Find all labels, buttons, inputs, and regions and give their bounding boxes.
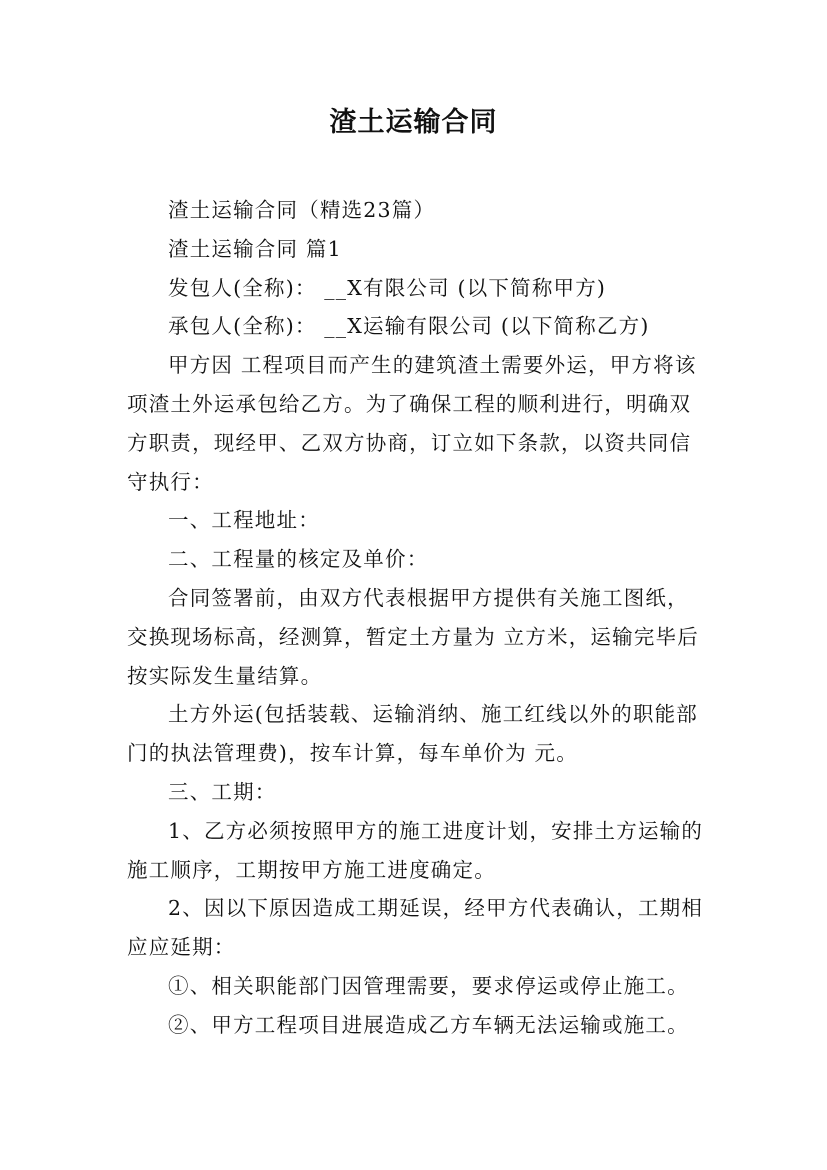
paragraph-party-b: 承包人(全称)： __X运输有限公司 (以下简称乙方) [168, 314, 650, 339]
paragraph-subtitle: 渣土运输合同（精选23篇） [168, 198, 436, 222]
paragraph-schedule-1: 1、乙方必须按照甲方的施工进度计划，安排土方运输的施工顺序，工期按甲方施工进度确定。 [127, 818, 704, 882]
paragraph-party-a: 发包人(全称)： __X有限公司 (以下简称甲方) [168, 275, 607, 300]
document-title: 渣土运输合同 [329, 107, 498, 138]
paragraph-delay-reason-2: ②、甲方工程项目进展造成乙方车辆无法运输或施工。 [168, 1012, 689, 1037]
paragraph-delay-reason-1: ①、相关职能部门因管理需要，要求停运或停止施工。 [168, 973, 689, 998]
paragraph-quantity: 合同签署前，由双方代表根据甲方提供有关施工图纸，交换现场标高，经测算，暂定土方量为 立方米，运输完毕后按实际发生量结算。 [127, 585, 699, 688]
paragraph-preamble: 甲方因 工程项目而产生的建筑渣土需要外运，甲方将该项渣土外运承包给乙方。为了确保工程的顺利进行，明确双方职责，现经甲、乙双方协商，订立如下条款，以资共同信守执行： [127, 353, 697, 494]
paragraph-clause-1: 一、工程地址： [168, 508, 320, 533]
paragraph-clause-3: 三、工期： [168, 779, 277, 804]
paragraph-clause-2: 二、工程量的核定及单价： [168, 547, 429, 572]
paragraph-unit-price: 土方外运(包括装载、运输消纳、施工红线以外的职能部门的执法管理费)，按车计算，每车单价为 元。 [127, 702, 698, 766]
paragraph-section-heading: 渣土运输合同 篇1 [168, 236, 342, 261]
paragraph-schedule-2: 2、因以下原因造成工期延误，经甲方代表确认，工期相应应延期： [127, 896, 704, 960]
document-body [127, 191, 707, 1045]
